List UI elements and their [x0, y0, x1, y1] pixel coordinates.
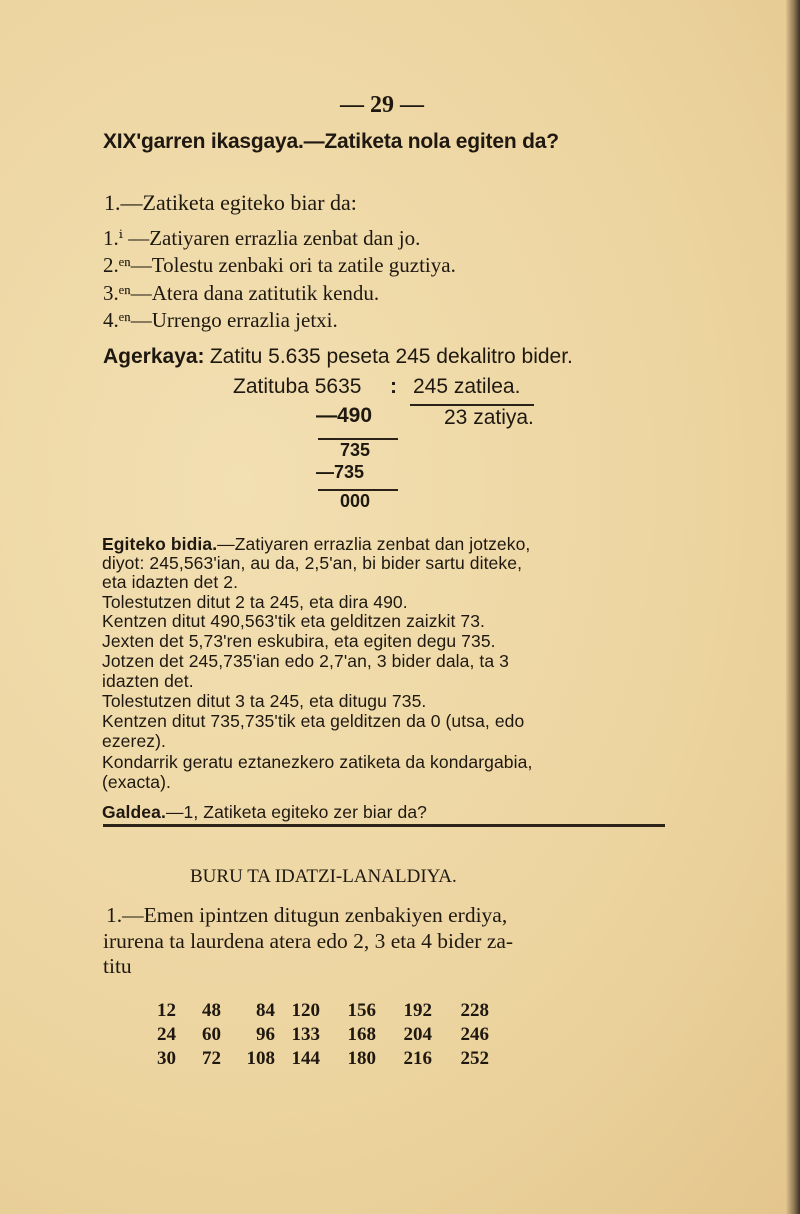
method-line: Kentzen ditut 490,563'tik eta gelditzen zaizkit 73.: [102, 611, 485, 631]
method-line: Tolestutzen ditut 2 ta 245, eta dira 490.: [102, 592, 408, 612]
method-line: Kentzen ditut 735,735'tik eta gelditzen da 0 (utsa, edo: [102, 711, 525, 731]
rule-item: 2.ᵉⁿ—Tolestu zenbaki ori ta zatile guztiya.: [103, 253, 456, 277]
method-line: Kondarrik geratu eztanezkero zatiketa da kondargabia,: [102, 752, 533, 772]
number-cell: 72: [202, 1048, 221, 1069]
number-cell: 96: [256, 1024, 275, 1045]
number-cell: 144: [291, 1048, 320, 1069]
section-title: BURU TA IDATZI-LANALDIYA.: [190, 866, 457, 887]
method-label: Egiteko bidia.: [102, 534, 218, 554]
example-text: Zatitu 5.635 peseta 245 dekalitro bider.: [209, 345, 573, 368]
number-cell: 252: [460, 1048, 489, 1069]
exercise-line: 1.—Emen ipintzen ditugun zenbakiyen erdiya,: [106, 903, 508, 927]
exercise-line: irurena ta laurdena atera edo 2, 3 eta 4 bider za-: [103, 929, 514, 953]
section-divider: [103, 824, 665, 827]
number-cell: 216: [403, 1048, 432, 1069]
method-line: ezerez).: [102, 731, 167, 751]
number-cell: 192: [403, 1000, 432, 1021]
number-cell: 180: [347, 1048, 376, 1069]
method-text: —Zatiyaren errazlia zenbat dan jotzeko,: [217, 534, 531, 554]
number-cell: 156: [347, 1000, 376, 1021]
method-line: Tolestutzen ditut 3 ta 245, eta ditugu 735.: [102, 691, 427, 711]
exercise-line: titu: [103, 954, 132, 978]
number-cell: 60: [202, 1024, 221, 1045]
method-line: idazten det.: [102, 671, 194, 691]
method-line: Jexten det 5,73'ren eskubira, eta egiten degu 735.: [102, 631, 496, 651]
number-cell: 48: [202, 1000, 221, 1021]
number-cell: 168: [347, 1024, 376, 1045]
calc-remainder-2: 000: [318, 489, 398, 512]
question-line: [102, 802, 427, 823]
calc-remainder-1: 735: [318, 438, 398, 461]
rule-item: 3.ᵉⁿ—Atera dana zatitutik kendu.: [103, 281, 380, 305]
example-line: [103, 344, 573, 369]
method-line: (exacta).: [102, 772, 171, 792]
rule-item: 1.ⁱ —Zatiyaren errazlia zenbat dan jo.: [103, 226, 421, 250]
calc-dividend: Zatituba 5635: [233, 375, 362, 398]
number-cell: 133: [291, 1024, 320, 1045]
page-edge: [786, 0, 800, 1214]
number-cell: 246: [460, 1024, 489, 1045]
number-cell: 228: [460, 1000, 489, 1021]
calc-subtract-1: —490: [316, 404, 373, 427]
lesson-title: XIX'garren ikasgaya.—Zatiketa nola egiten da?: [103, 130, 559, 153]
rules-heading: 1.—Zatiketa egiteko biar da:: [104, 190, 357, 215]
calc-divisor: 245 zatilea.: [413, 375, 521, 398]
page-number: — 29 —: [340, 92, 424, 118]
number-cell: 30: [157, 1048, 176, 1069]
method-line: Jotzen det 245,735'ian edo 2,7'an, 3 bider dala, ta 3: [102, 651, 510, 671]
number-cell: 108: [246, 1048, 275, 1069]
method-line: [102, 534, 530, 555]
calc-colon: :: [390, 375, 397, 398]
number-cell: 24: [157, 1024, 176, 1045]
number-cell: 84: [256, 1000, 275, 1021]
question-label: Galdea.: [102, 802, 166, 822]
number-cell: 204: [403, 1024, 432, 1045]
calc-subtract-2: —735: [316, 462, 365, 482]
number-cell: 120: [291, 1000, 320, 1021]
rule-item: 4.ᵉⁿ—Urrengo errazlia jetxi.: [103, 308, 338, 332]
method-line: eta idazten det 2.: [102, 572, 239, 592]
calc-quotient: 23 zatiya.: [410, 404, 534, 430]
question-text: —1, Zatiketa egiteko zer biar da?: [165, 802, 428, 822]
example-label: Agerkaya:: [103, 345, 205, 368]
method-line: diyot: 245,563'ian, au da, 2,5'an, bi bider sartu diteke,: [102, 553, 523, 573]
number-cell: 12: [157, 1000, 176, 1021]
